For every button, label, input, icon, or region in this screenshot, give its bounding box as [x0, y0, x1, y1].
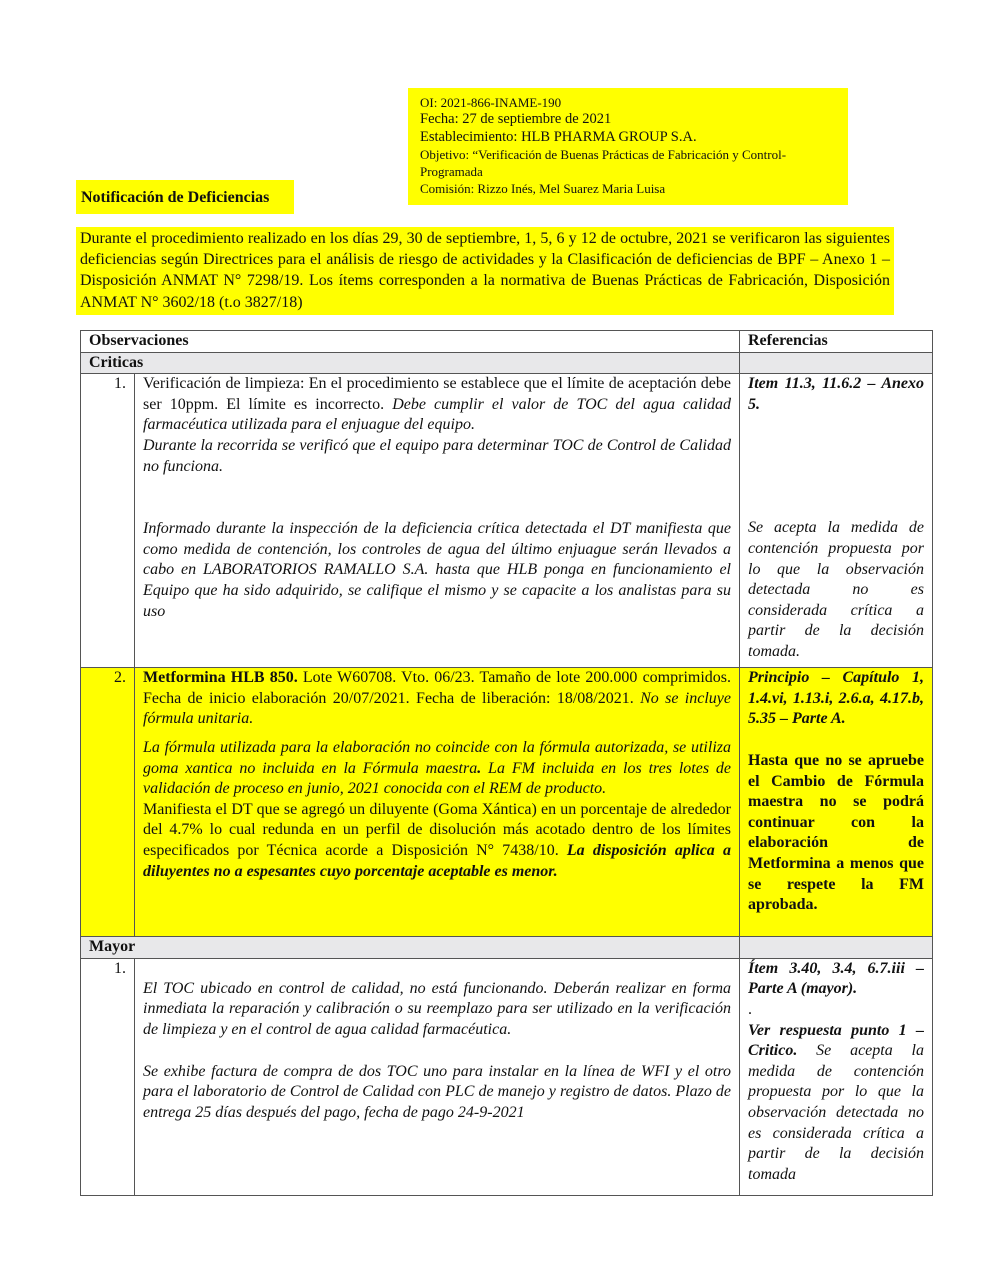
section-label: Mayor [81, 937, 740, 959]
reference-cell: Principio – Capítulo 1, 1.4.vi, 1.13.i, 2.6.a, 4.17.b, 5.35 – Parte A. Hasta que no se apruebe el Cambio de Fórmula maestra no se podrá continuar con la elaboración de Metformina a menos que se respete la FM aprobada. [740, 668, 933, 937]
commission: Comisión: Rizzo Inés, Mel Suarez Maria Luisa [420, 181, 666, 196]
section-label: Criticas [81, 352, 740, 374]
section-row-criticas [81, 352, 933, 374]
observation-cell: Verificación de limpieza: En el procedimiento se establece que el límite de aceptación debe ser 10ppm. El límite es incorrecto. Debe cumplir el valor de TOC del agua calidad farmacéutica utilizada para el enjuague del equipo. Durante la recorrida se verificó que el equipo para determinar TOC de Control de Calidad no funciona. Informado durante la inspección de la deficiencia crítica detectada el DT manifiesta que como medida de contención, los controles de agua del último enjuague serán llevados a cabo en LABORATORIOS RAMALLO S.A. hasta que HLB ponga en funcionamiento el Equipo que ha sido adquirido, se califique el mismo y se capacite a los analistas para su uso [135, 374, 740, 668]
table-row [81, 668, 933, 937]
inspection-date: Fecha: 27 de septiembre de 2021 [420, 111, 612, 127]
reference-cell: Item 11.3, 11.6.2 – Anexo 5. Se acepta la medida de contención propuesta por lo que la observación detectada no es considerada crítica a partir de la decisión tomada. [740, 374, 933, 668]
inspection-metadata-box [408, 88, 848, 205]
table-row [81, 374, 933, 668]
section-row-mayor [81, 937, 933, 959]
item-number: 1. [81, 374, 135, 668]
establishment: Establecimiento: HLB PHARMA GROUP S.A. [420, 128, 697, 145]
header-referencias: Referencias [740, 331, 933, 353]
item-number: 1. [81, 958, 135, 1195]
oi-number: OI: 2021-866-INAME-190 [420, 95, 562, 110]
document-title: Notificación de Deficiencias [76, 180, 294, 214]
observations-table [80, 330, 933, 1196]
table-header-row [81, 331, 933, 353]
table-row [81, 958, 933, 1195]
header-observaciones: Observaciones [81, 331, 740, 353]
reference-cell: Ítem 3.40, 3.4, 6.7.iii – Parte A (mayor). . Ver respuesta punto 1 – Critico. Se acepta la medida de contención propuesta por lo que la observación detectada no es considerada crítica a partir de la decisión tomada [740, 958, 933, 1195]
observation-cell: El TOC ubicado en control de calidad, no está funcionando. Deberán realizar en forma inmediata la reparación y calibración o su reemplazo para ser utilizado en la verificación de limpieza y en el control de agua calidad farmacéutica. Se exhibe factura de compra de dos TOC uno para instalar en la línea de WFI y el otro para el laboratorio de Control de Calidad con PLC de manejo y registro de datos. Plazo de entrega 25 días después del pago, fecha de pago 24-9-2021 [135, 958, 740, 1195]
objective: Objetivo: “Verificación de Buenas Prácticas de Fabricación y Control-Programada [420, 147, 787, 179]
intro-paragraph: Durante el procedimiento realizado en los días 29, 30 de septiembre, 1, 5, 6 y 12 de octubre, 2021 se verificaron las siguientes deficiencias según Directrices para el análisis de riesgo de actividades y la Clasificación de deficiencias de BPF – Anexo 1 – Disposición ANMAT N° 7298/19. Los ítems corresponden a la normativa de Buenas Prácticas de Fabricación, Disposición ANMAT N° 3602/18 (t.o 3827/18) [76, 227, 894, 315]
item-number: 2. [81, 668, 135, 937]
observation-cell: Metformina HLB 850. Lote W60708. Vto. 06/23. Tamaño de lote 200.000 comprimidos. Fecha de inicio elaboración 20/07/2021. Fecha de liberación: 18/08/2021. No se incluye fórmula unitaria. La fórmula utilizada para la elaboración no coincide con la fórmula autorizada, se utiliza goma xantica no incluida en la Fórmula maestra. La FM incluida en los tres lotes de validación de proceso en junio, 2021 conocida con el REM de producto. Manifiesta el DT que se agregó un diluyente (Goma Xántica) en un porcentaje de alrededor del 4.7% lo cual redunda en un perfil de disolución más acotado dentro de los límites especificados por Técnica acorde a Disposición N° 7438/10. La disposición aplica a diluyentes no a espesantes cuyo porcentaje aceptable es menor. [135, 668, 740, 937]
